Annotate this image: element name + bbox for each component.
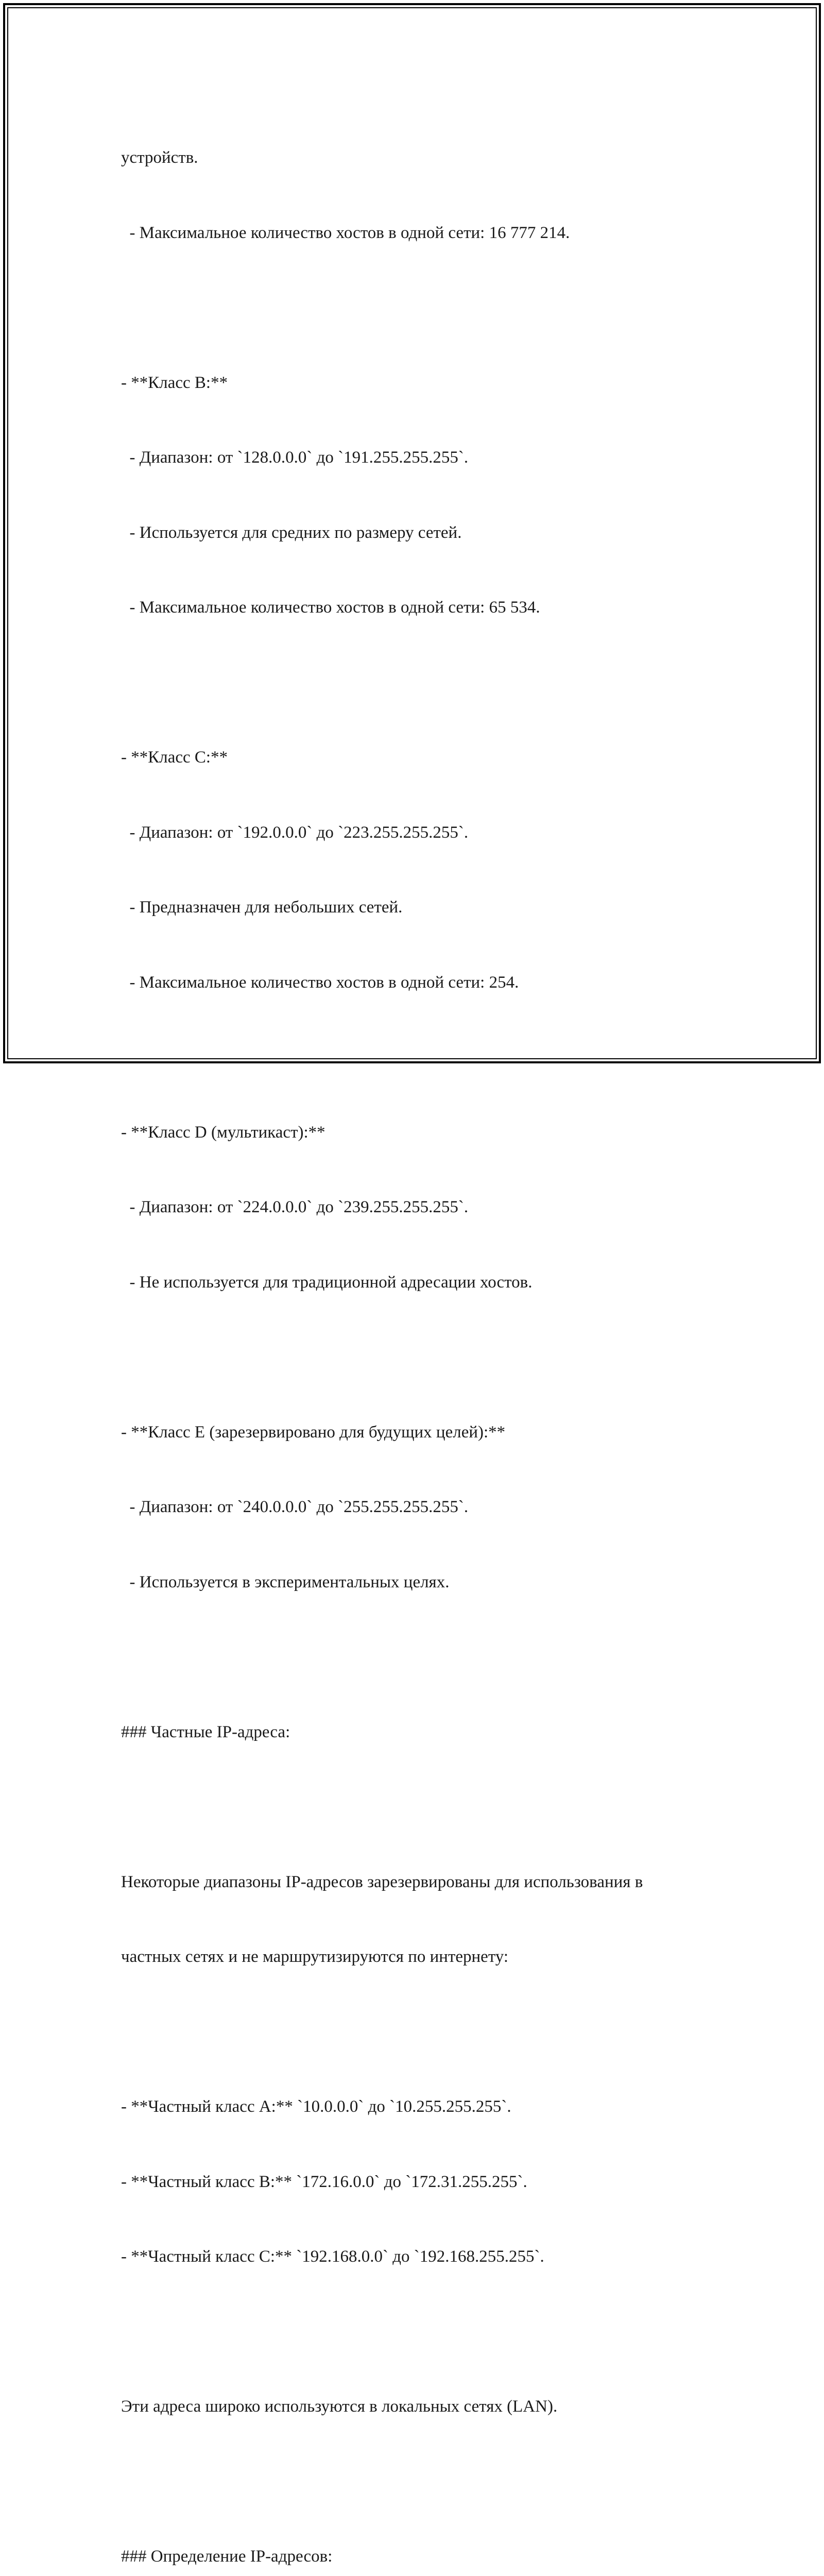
text-line: - Максимальное количество хостов в одной сети: 65 534.	[121, 598, 540, 617]
paragraph-line: Эти адреса широко используются в локальных сетях (LAN).	[121, 2397, 558, 2416]
section-heading-private-ip: ### Частные IP-адреса:	[121, 1722, 290, 1741]
class-d-heading: - **Класс D (мультикаст):**	[121, 1123, 325, 1142]
private-class-a-item: - **Частный класс A:** `10.0.0.0` до `10.255.255.255`.	[121, 2097, 511, 2116]
blank-line	[121, 1645, 739, 1670]
blank-line	[121, 2020, 739, 2045]
blank-line	[121, 2469, 739, 2495]
text-line: - Диапазон: от `128.0.0.0` до `191.255.255.255`.	[121, 448, 469, 467]
class-c-heading: - **Класс C:**	[121, 748, 228, 767]
blank-line	[121, 1045, 739, 1070]
text-line: - Диапазон: от `240.0.0.0` до `255.255.255.255`.	[121, 1498, 469, 1516]
paragraph-line: частных сетях и не маршрутизируются по интернету:	[121, 1947, 509, 1966]
paragraph-line: Некоторые диапазоны IP-адресов зарезервированы для использования в	[121, 1872, 643, 1891]
text-line: - Максимальное количество хостов в одной сети: 254.	[121, 973, 519, 992]
text-line: - Диапазон: от `192.0.0.0` до `223.255.255.255`.	[121, 823, 469, 842]
private-class-c-item: - **Частный класс C:** `192.168.0.0` до `192.168.255.255`.	[121, 2247, 544, 2266]
text-line: - Предназначен для небольших сетей.	[121, 898, 403, 917]
section-heading-ip-definition: ### Определение IP-адресов:	[121, 2547, 333, 2566]
text-line: - Используется в экспериментальных целях.	[121, 1572, 450, 1591]
blank-line	[121, 1794, 739, 1820]
text-line: - Диапазон: от `224.0.0.0` до `239.255.255.255`.	[121, 1198, 469, 1216]
text-line: - Максимальное количество хостов в одной сети: 16 777 214.	[121, 223, 570, 242]
document-body	[121, 95, 739, 2576]
blank-line	[121, 1345, 739, 1370]
blank-line	[121, 670, 739, 696]
text-line: - Не используется для традиционной адресации хостов.	[121, 1273, 533, 1292]
text-line: устройств.	[121, 148, 198, 167]
private-class-b-item: - **Частный класс B:** `172.16.0.0` до `172.31.255.255`.	[121, 2172, 527, 2191]
text-line: - Используется для средних по размеру сетей.	[121, 523, 462, 542]
class-e-heading: - **Класс E (зарезервировано для будущих целей):**	[121, 1422, 506, 1442]
blank-line	[121, 295, 739, 320]
class-b-heading: - **Класс B:**	[121, 373, 228, 392]
blank-line	[121, 2319, 739, 2345]
